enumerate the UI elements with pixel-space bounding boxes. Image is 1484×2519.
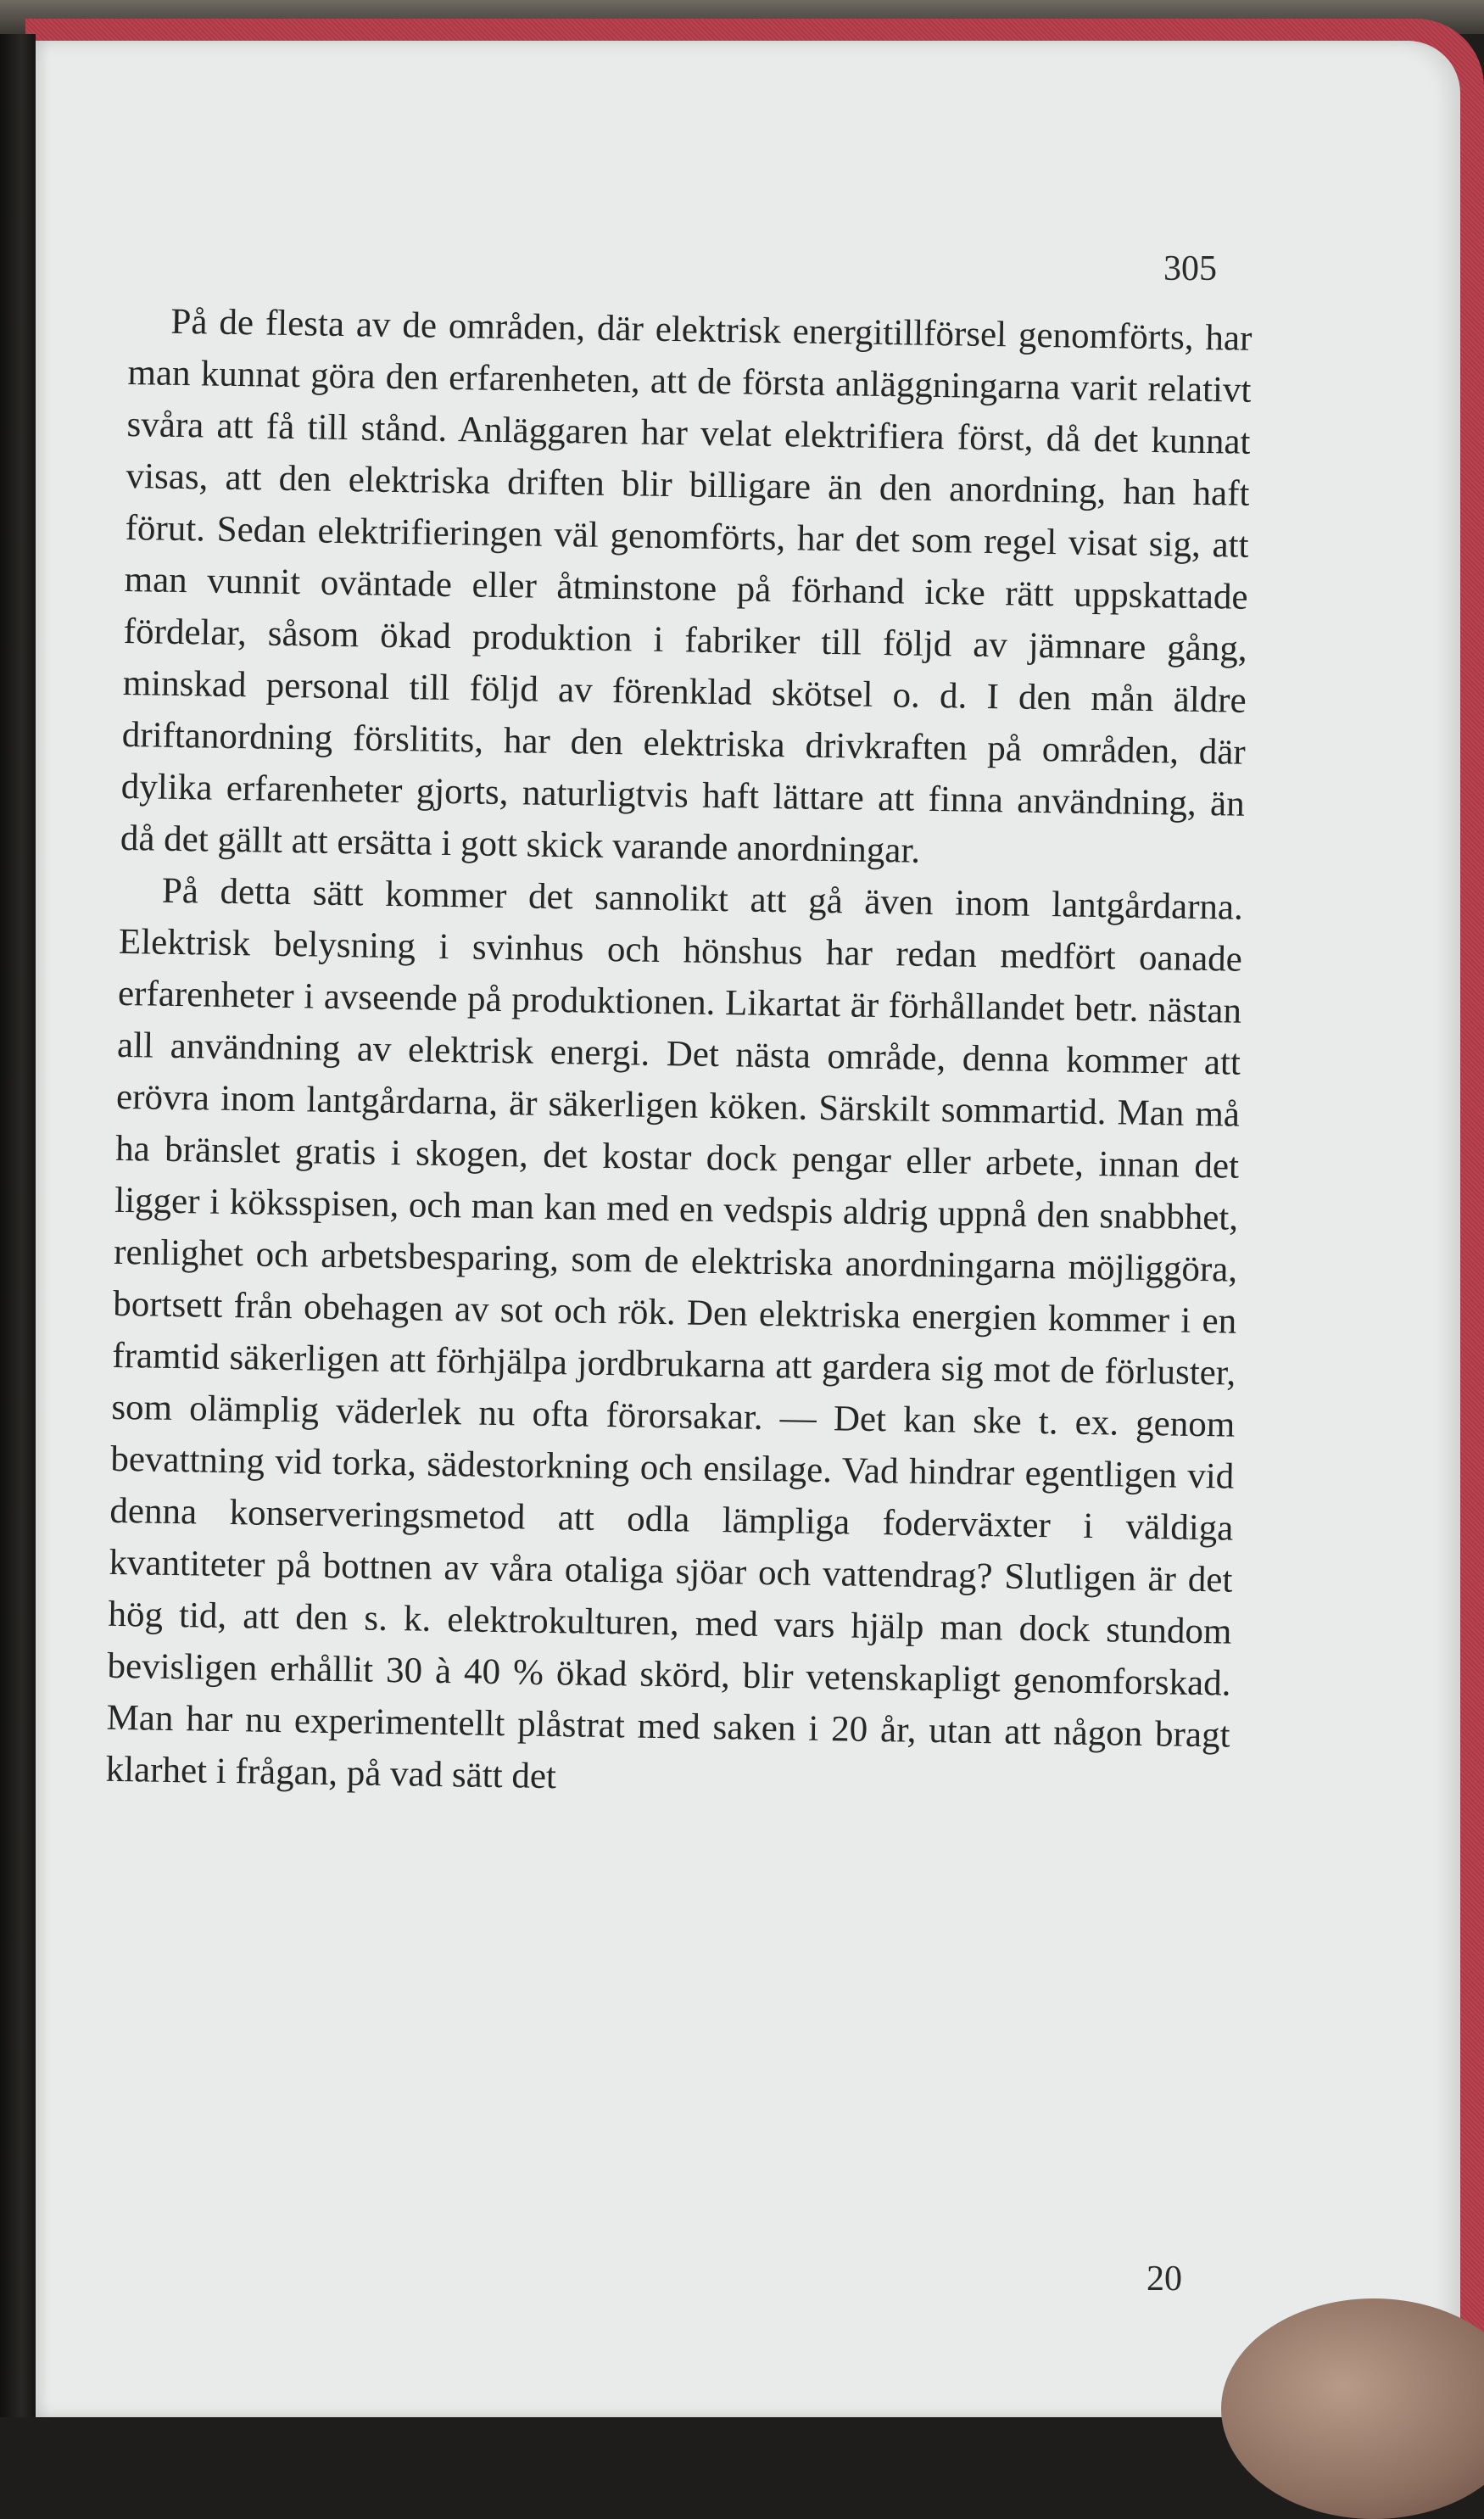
book-spine (0, 34, 36, 2417)
page-number-bottom: 20 (1146, 2259, 1182, 2298)
paragraph: På de flesta av de områden, där elektrisk energitillförsel genomförts, har man kunnat göra den erfarenheten, att de första anläggningarna varit relativt svåra att få till stånd. Anläggaren har velat elektrifiera först, då det kunnat visas, att den elektriska driften blir billigare än den anordning, han haft förut. Sedan elektrifieringen väl genomförts, har det som regel visat sig, att man vunnit oväntade eller åtminstone på förhand icke rätt uppskattade fördelar, såsom ökad produktion i fabriker till följd av jämnare gång, minskad personal till följd av förenklad skötsel o. d. I den mån äldre driftanordning förslitits, har den elektriska drivkraften på områden, där dylika erfarenheter gjorts, naturligtvis haft lättare att finna användning, än då det gällt att ersätta i gott skick varande anordningar. (120, 301, 1252, 871)
book-page (36, 41, 1460, 2417)
body-text (105, 295, 1252, 1813)
paragraph: På detta sätt kommer det sannolikt att gå även inom lantgårdarna. Elektrisk belysning i svinhus och hönshus har redan medfört oanade erfarenheter i avseende på produktionen. Likartat är förhållandet betr. nästan all användning av elektrisk energi. Det nästa område, denna kommer att erövra inom lantgårdarna, är säkerligen köken. Särskilt sommartid. Man må ha bränslet gratis i skogen, det kostar dock pengar eller arbete, innan det ligger i köksspisen, och man kan med en vedspis aldrig uppnå den snabbhet, renlighet och arbetsbesparing, som de elektriska anordningarna möjliggöra, bortsett från obehagen av sot och rök. Den elektriska energien kommer i en framtid säkerligen att förhjälpa jordbrukarna att gardera sig mot de förluster, som olämplig väderlek nu ofta förorsakar. — Det kan ske t. ex. genom bevattning vid torka, sädestorkning och ensilage. Vad hindrar egentligen vid denna konserveringsmetod att odla lämpliga foderväxter i väldiga kvantiteter på bottnen av våra otaliga sjöar och vattendrag? Slutligen är det hög tid, att den s. k. elektrokulturen, med vars hjälp man dock stundom bevisligen erhållit 30 à 40 % ökad skörd, blir vetenskapligt genomforskad. Man har nu experimentellt plåstrat med saken i 20 år, utan att någon bragt klarhet i frågan, på vad sätt det (105, 870, 1244, 1797)
page-number-top: 305 (1163, 249, 1217, 288)
